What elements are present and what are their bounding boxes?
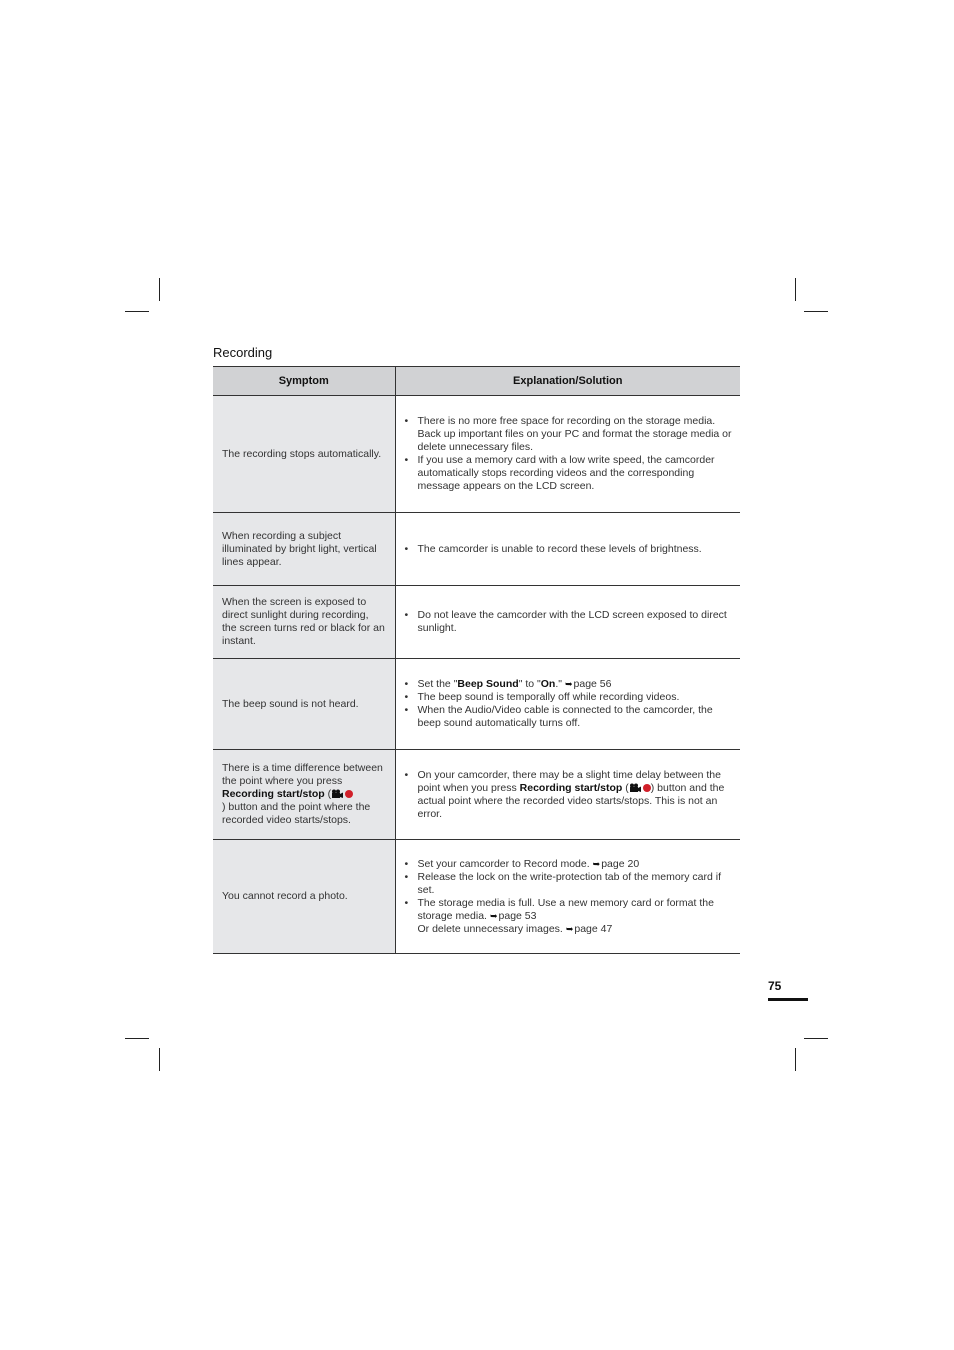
page-ref-arrow-icon: ➥ bbox=[564, 679, 573, 689]
list-item: • The camcorder is unable to record these levels of brightness. bbox=[404, 542, 702, 555]
crop-mark bbox=[159, 1048, 160, 1071]
record-dot-icon bbox=[643, 784, 651, 792]
bullet-icon: • bbox=[404, 896, 409, 909]
solution-cell bbox=[395, 396, 740, 513]
bullet-icon: • bbox=[404, 678, 409, 690]
header-solution: Explanation/Solution bbox=[395, 367, 740, 396]
list-item: • The beep sound is temporally off while recording videos. bbox=[404, 691, 680, 703]
list-item: • The storage media is full. Use a new memory card or format the storage media. ➥page 53 Or delete unnecessary images. ➥page 47 bbox=[404, 896, 714, 935]
solution-cell bbox=[395, 750, 740, 840]
crop-mark bbox=[159, 278, 160, 301]
list-item: • On your camcorder, there may be a slight time delay between the point when you press Recording start/stop ( ) button and the actual point where the recorded video starts/stops. This is not an error. bbox=[404, 768, 725, 820]
symptom-cell: There is a time difference between the point where you press Recording start/stop ( ) button and the point where the recorded video starts/stops. bbox=[213, 750, 395, 840]
symptom-text: The beep sound is not heard. bbox=[222, 697, 359, 710]
page-ref-arrow-icon: ➥ bbox=[489, 910, 498, 921]
button-name: Recording start/stop bbox=[222, 788, 325, 800]
symptom-cell bbox=[213, 659, 395, 750]
camcorder-icon bbox=[629, 783, 642, 793]
symptom-cell bbox=[213, 513, 395, 586]
solution-cell bbox=[395, 659, 740, 750]
list-item: • If you use a memory card with a low write speed, the camcorder automatically stops recording videos and the corresponding message appears on the LCD screen. bbox=[404, 454, 715, 492]
solution-list bbox=[402, 769, 733, 821]
symptom-text: The recording stops automatically. bbox=[222, 447, 382, 460]
bullet-icon: • bbox=[404, 542, 409, 555]
record-dot-icon bbox=[345, 790, 353, 798]
solution-list bbox=[402, 609, 733, 635]
page-ref-arrow-icon: ➥ bbox=[592, 858, 601, 869]
crop-mark bbox=[804, 311, 828, 312]
symptom-cell bbox=[213, 586, 395, 659]
page-number-bar bbox=[768, 998, 808, 1001]
bullet-icon: • bbox=[404, 415, 409, 427]
page-reference: page 20 bbox=[601, 857, 640, 870]
bullet-icon: • bbox=[404, 609, 409, 621]
page-number: 75 bbox=[768, 979, 782, 993]
solution-cell bbox=[395, 586, 740, 659]
symptom-cell bbox=[213, 396, 395, 513]
crop-mark bbox=[125, 1038, 149, 1039]
bullet-icon: • bbox=[404, 870, 409, 883]
list-item: • Set the "Beep Sound" to "On." ➥page 56 bbox=[404, 678, 612, 690]
troubleshooting-table bbox=[213, 366, 740, 954]
setting-value: On bbox=[540, 678, 556, 690]
setting-name: Beep Sound bbox=[457, 678, 519, 690]
bullet-icon: • bbox=[404, 857, 409, 870]
page-reference: page 56 bbox=[573, 678, 612, 690]
table-row bbox=[213, 659, 740, 750]
table-header-row bbox=[213, 367, 740, 396]
page-ref-arrow-icon: ➥ bbox=[565, 923, 574, 934]
page-reference: page 53 bbox=[498, 909, 537, 922]
symptom-text: You cannot record a photo. bbox=[222, 890, 348, 902]
symptom-cell bbox=[213, 840, 395, 954]
solution-cell bbox=[395, 840, 740, 954]
button-name: Recording start/stop bbox=[519, 781, 623, 794]
crop-mark bbox=[804, 1038, 828, 1039]
bullet-icon: • bbox=[404, 704, 409, 716]
bullet-icon: • bbox=[404, 454, 409, 466]
crop-mark bbox=[795, 1048, 796, 1071]
solution-cell bbox=[395, 513, 740, 586]
page-reference: page 47 bbox=[574, 922, 613, 935]
solution-list bbox=[402, 678, 733, 730]
symptom-text: When the screen is exposed to direct sunlight during recording, the screen turns red or black for an instant. bbox=[222, 596, 385, 647]
list-item: • There is no more free space for recording on the storage media. Back up important files on your PC and format the storage media or delete unnecessary files. bbox=[404, 415, 732, 453]
bullet-icon: • bbox=[404, 691, 409, 703]
header-symptom: Symptom bbox=[213, 367, 395, 396]
solution-list bbox=[402, 543, 733, 556]
crop-mark bbox=[795, 278, 796, 301]
table-row bbox=[213, 586, 740, 659]
symptom-text: When recording a subject illuminated by bright light, vertical lines appear. bbox=[222, 529, 377, 568]
list-item: • Release the lock on the write-protection tab of the memory card if set. bbox=[404, 870, 721, 896]
list-item: • Set your camcorder to Record mode. ➥page 20 bbox=[404, 857, 640, 870]
list-item: • When the Audio/Video cable is connected to the camcorder, the beep sound automatically turns off. bbox=[404, 704, 713, 729]
table-row bbox=[213, 750, 740, 840]
camcorder-icon bbox=[331, 789, 344, 799]
list-item: • Do not leave the camcorder with the LCD screen exposed to direct sunlight. bbox=[404, 609, 727, 634]
section-title: Recording bbox=[213, 345, 273, 360]
solution-list bbox=[402, 858, 733, 936]
table-row bbox=[213, 840, 740, 954]
crop-mark bbox=[125, 311, 149, 312]
table-row bbox=[213, 396, 740, 513]
solution-list bbox=[402, 415, 733, 493]
table-row bbox=[213, 513, 740, 586]
bullet-icon: • bbox=[404, 768, 409, 781]
